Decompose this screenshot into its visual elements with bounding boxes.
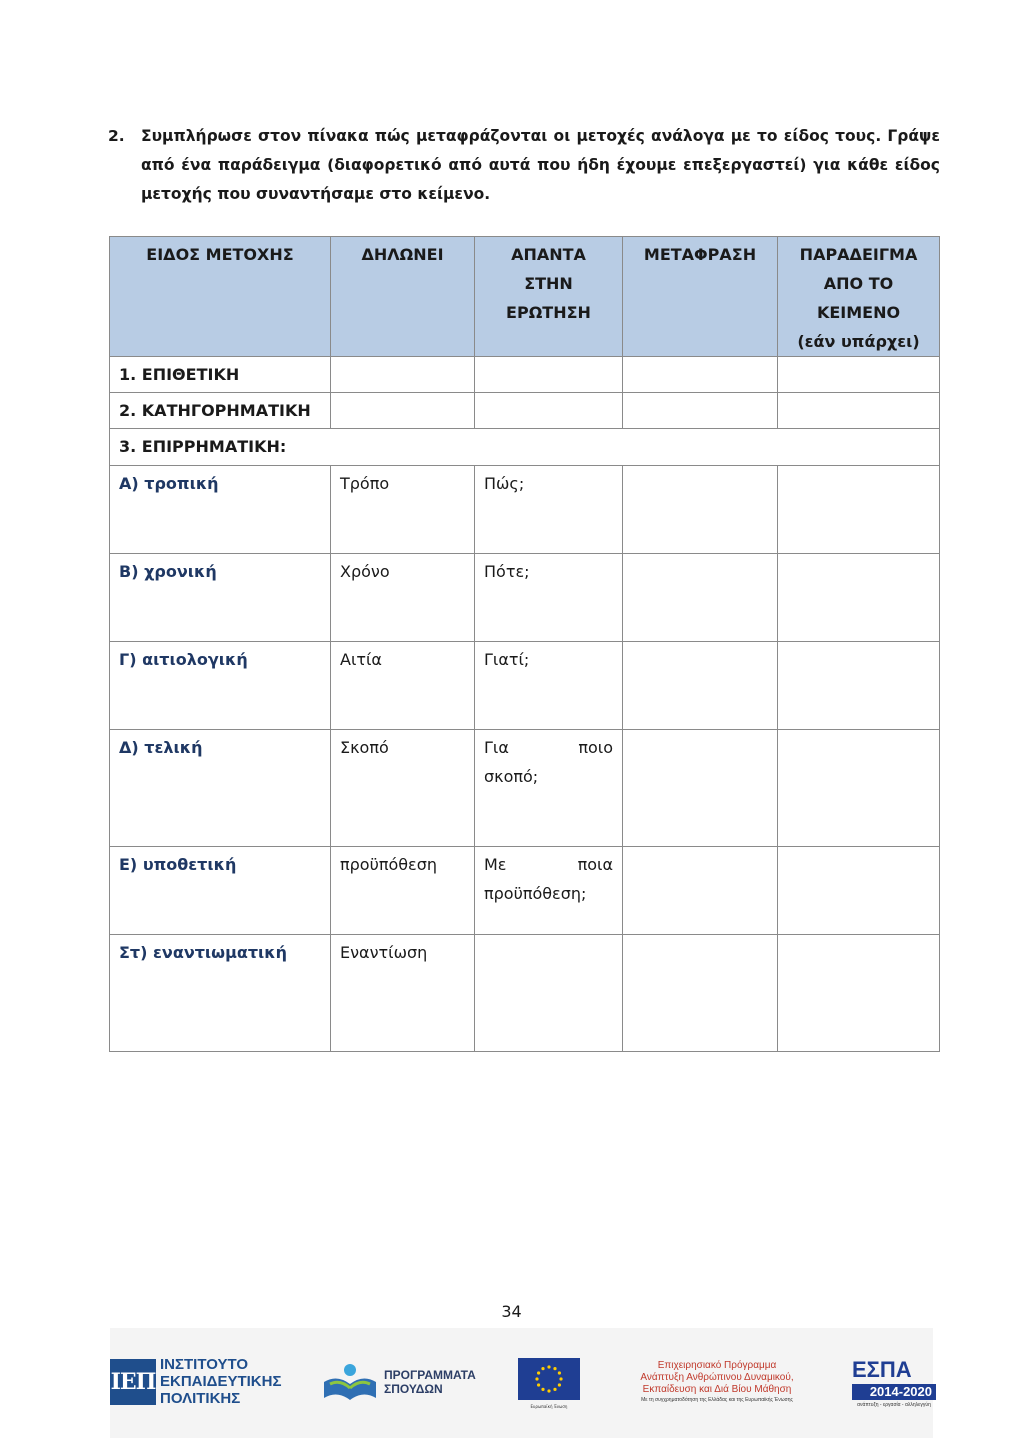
translation-cell[interactable] <box>623 642 778 730</box>
header-example: ΠΑΡΑΔΕΙΓΜΑ ΑΠΟ ΤΟ ΚΕΙΜΕΝΟ (εάν υπάρχει) <box>778 237 940 357</box>
example-cell[interactable] <box>778 847 940 935</box>
translation-cell[interactable] <box>623 554 778 642</box>
table-row <box>110 466 940 554</box>
table-row <box>110 730 940 847</box>
answer-cell[interactable] <box>778 393 940 429</box>
op-line3: Εκπαίδευση και Διά Βίου Μάθηση <box>642 1384 792 1395</box>
header-indicates: ΔΗΛΩΝΕΙ <box>331 237 475 357</box>
page-number: 34 <box>501 1302 522 1321</box>
study-programs-logo <box>320 1362 476 1402</box>
participles-table <box>109 236 940 1052</box>
table-row <box>110 935 940 1052</box>
header-type: ΕΙΔΟΣ ΜΕΤΟΧΗΣ <box>110 237 331 357</box>
table-row <box>110 393 940 429</box>
question-cell: Γιατί; <box>475 642 623 730</box>
participle-type: Στ) εναντιωματική <box>110 935 331 1052</box>
iep-logo <box>110 1356 281 1407</box>
example-cell[interactable] <box>778 730 940 847</box>
operational-programme-logo <box>607 1360 827 1404</box>
answer-cell[interactable] <box>623 357 778 393</box>
table-header-row <box>110 237 940 357</box>
answer-cell[interactable] <box>623 393 778 429</box>
participle-type: Ε) υποθετική <box>110 847 331 935</box>
iep-mark: ΙΕΠ <box>110 1359 156 1405</box>
header-answers: ΑΠΑΝΤΑ ΣΤΗΝ ΕΡΩΤΗΣΗ <box>475 237 623 357</box>
iep-name: ΙΝΣΤΙΤΟΥΤΟ ΕΚΠΑΙΔΕΥΤΙΚΗΣ ΠΟΛΙΤΙΚΗΣ <box>160 1356 282 1407</box>
indicates-cell: Αιτία <box>331 642 475 730</box>
book-reader-icon <box>320 1362 380 1402</box>
indicates-cell: Εναντίωση <box>331 935 475 1052</box>
translation-cell[interactable] <box>623 935 778 1052</box>
participle-type: Α) τροπική <box>110 466 331 554</box>
question-cell: Πότε; <box>475 554 623 642</box>
question-cell: Για ποιο σκοπό; <box>475 730 623 847</box>
op-line2: Ανάπτυξη Ανθρώπινου Δυναμικού, <box>640 1372 794 1383</box>
eu-caption: Ευρωπαϊκή Ένωση <box>530 1404 568 1409</box>
op-line4: Με τη συγχρηματοδότηση της Ελλάδας και της Ευρωπαϊκής Ένωσης <box>641 1397 793 1403</box>
espa-title: ΕΣΠΑ <box>852 1357 912 1382</box>
eu-logo <box>518 1358 580 1410</box>
row-predicative-label: 2. ΚΑΤΗΓΟΡΗΜΑΤΙΚΗ <box>110 393 331 429</box>
answer-cell[interactable] <box>778 357 940 393</box>
table-row <box>110 357 940 393</box>
example-cell[interactable] <box>778 554 940 642</box>
participle-type: Δ) τελική <box>110 730 331 847</box>
translation-cell[interactable] <box>623 730 778 847</box>
answer-cell[interactable] <box>331 393 475 429</box>
exercise-number: 2. <box>108 127 125 145</box>
row-adverbial-label: 3. ΕΠΙΡΡΗΜΑΤΙΚΗ: <box>110 429 940 466</box>
indicates-cell: προϋπόθεση <box>331 847 475 935</box>
indicates-cell: Χρόνο <box>331 554 475 642</box>
indicates-cell: Σκοπό <box>331 730 475 847</box>
example-cell[interactable] <box>778 642 940 730</box>
question-cell: Πώς; <box>475 466 623 554</box>
table-row <box>110 642 940 730</box>
programs-line1: ΠΡΟΓΡΑΜΜΑΤΑ <box>384 1368 476 1382</box>
programs-line2: ΣΠΟΥΔΩΝ <box>384 1382 443 1396</box>
table-row <box>110 847 940 935</box>
participle-type: Γ) αιτιολογική <box>110 642 331 730</box>
exercise-text: Συμπλήρωσε στον πίνακα πώς μεταφράζονται οι μετοχές ανάλογα με το είδος τους. Γράψε από ένα παράδειγμα (διαφορετικό από αυτά που ήδη έχουμε επεξεργαστεί) για κάθε είδος μετοχής που συναντήσαμε στο κείμενο. <box>141 127 940 203</box>
answer-cell[interactable] <box>331 357 475 393</box>
exercise-instruction <box>108 122 940 209</box>
question-cell[interactable] <box>475 935 623 1052</box>
translation-cell[interactable] <box>623 847 778 935</box>
eu-flag-icon <box>518 1358 580 1400</box>
example-cell[interactable] <box>778 466 940 554</box>
op-line1: Επιχειρησιακό Πρόγραμμα <box>657 1360 777 1371</box>
espa-years: 2014-2020 <box>852 1384 936 1400</box>
header-translation: ΜΕΤΑΦΡΑΣΗ <box>623 237 778 357</box>
answer-cell[interactable] <box>475 357 623 393</box>
espa-subtitle: ανάπτυξη - εργασία - αλληλεγγύη <box>857 1402 931 1408</box>
table-row <box>110 554 940 642</box>
translation-cell[interactable] <box>623 466 778 554</box>
example-cell[interactable] <box>778 935 940 1052</box>
table-row <box>110 429 940 466</box>
question-cell: Με ποια προϋπόθεση; <box>475 847 623 935</box>
answer-cell[interactable] <box>475 393 623 429</box>
participle-type: Β) χρονική <box>110 554 331 642</box>
indicates-cell: Τρόπο <box>331 466 475 554</box>
espa-logo <box>852 1358 936 1409</box>
row-attributive-label: 1. ΕΠΙΘΕΤΙΚΗ <box>110 357 331 393</box>
